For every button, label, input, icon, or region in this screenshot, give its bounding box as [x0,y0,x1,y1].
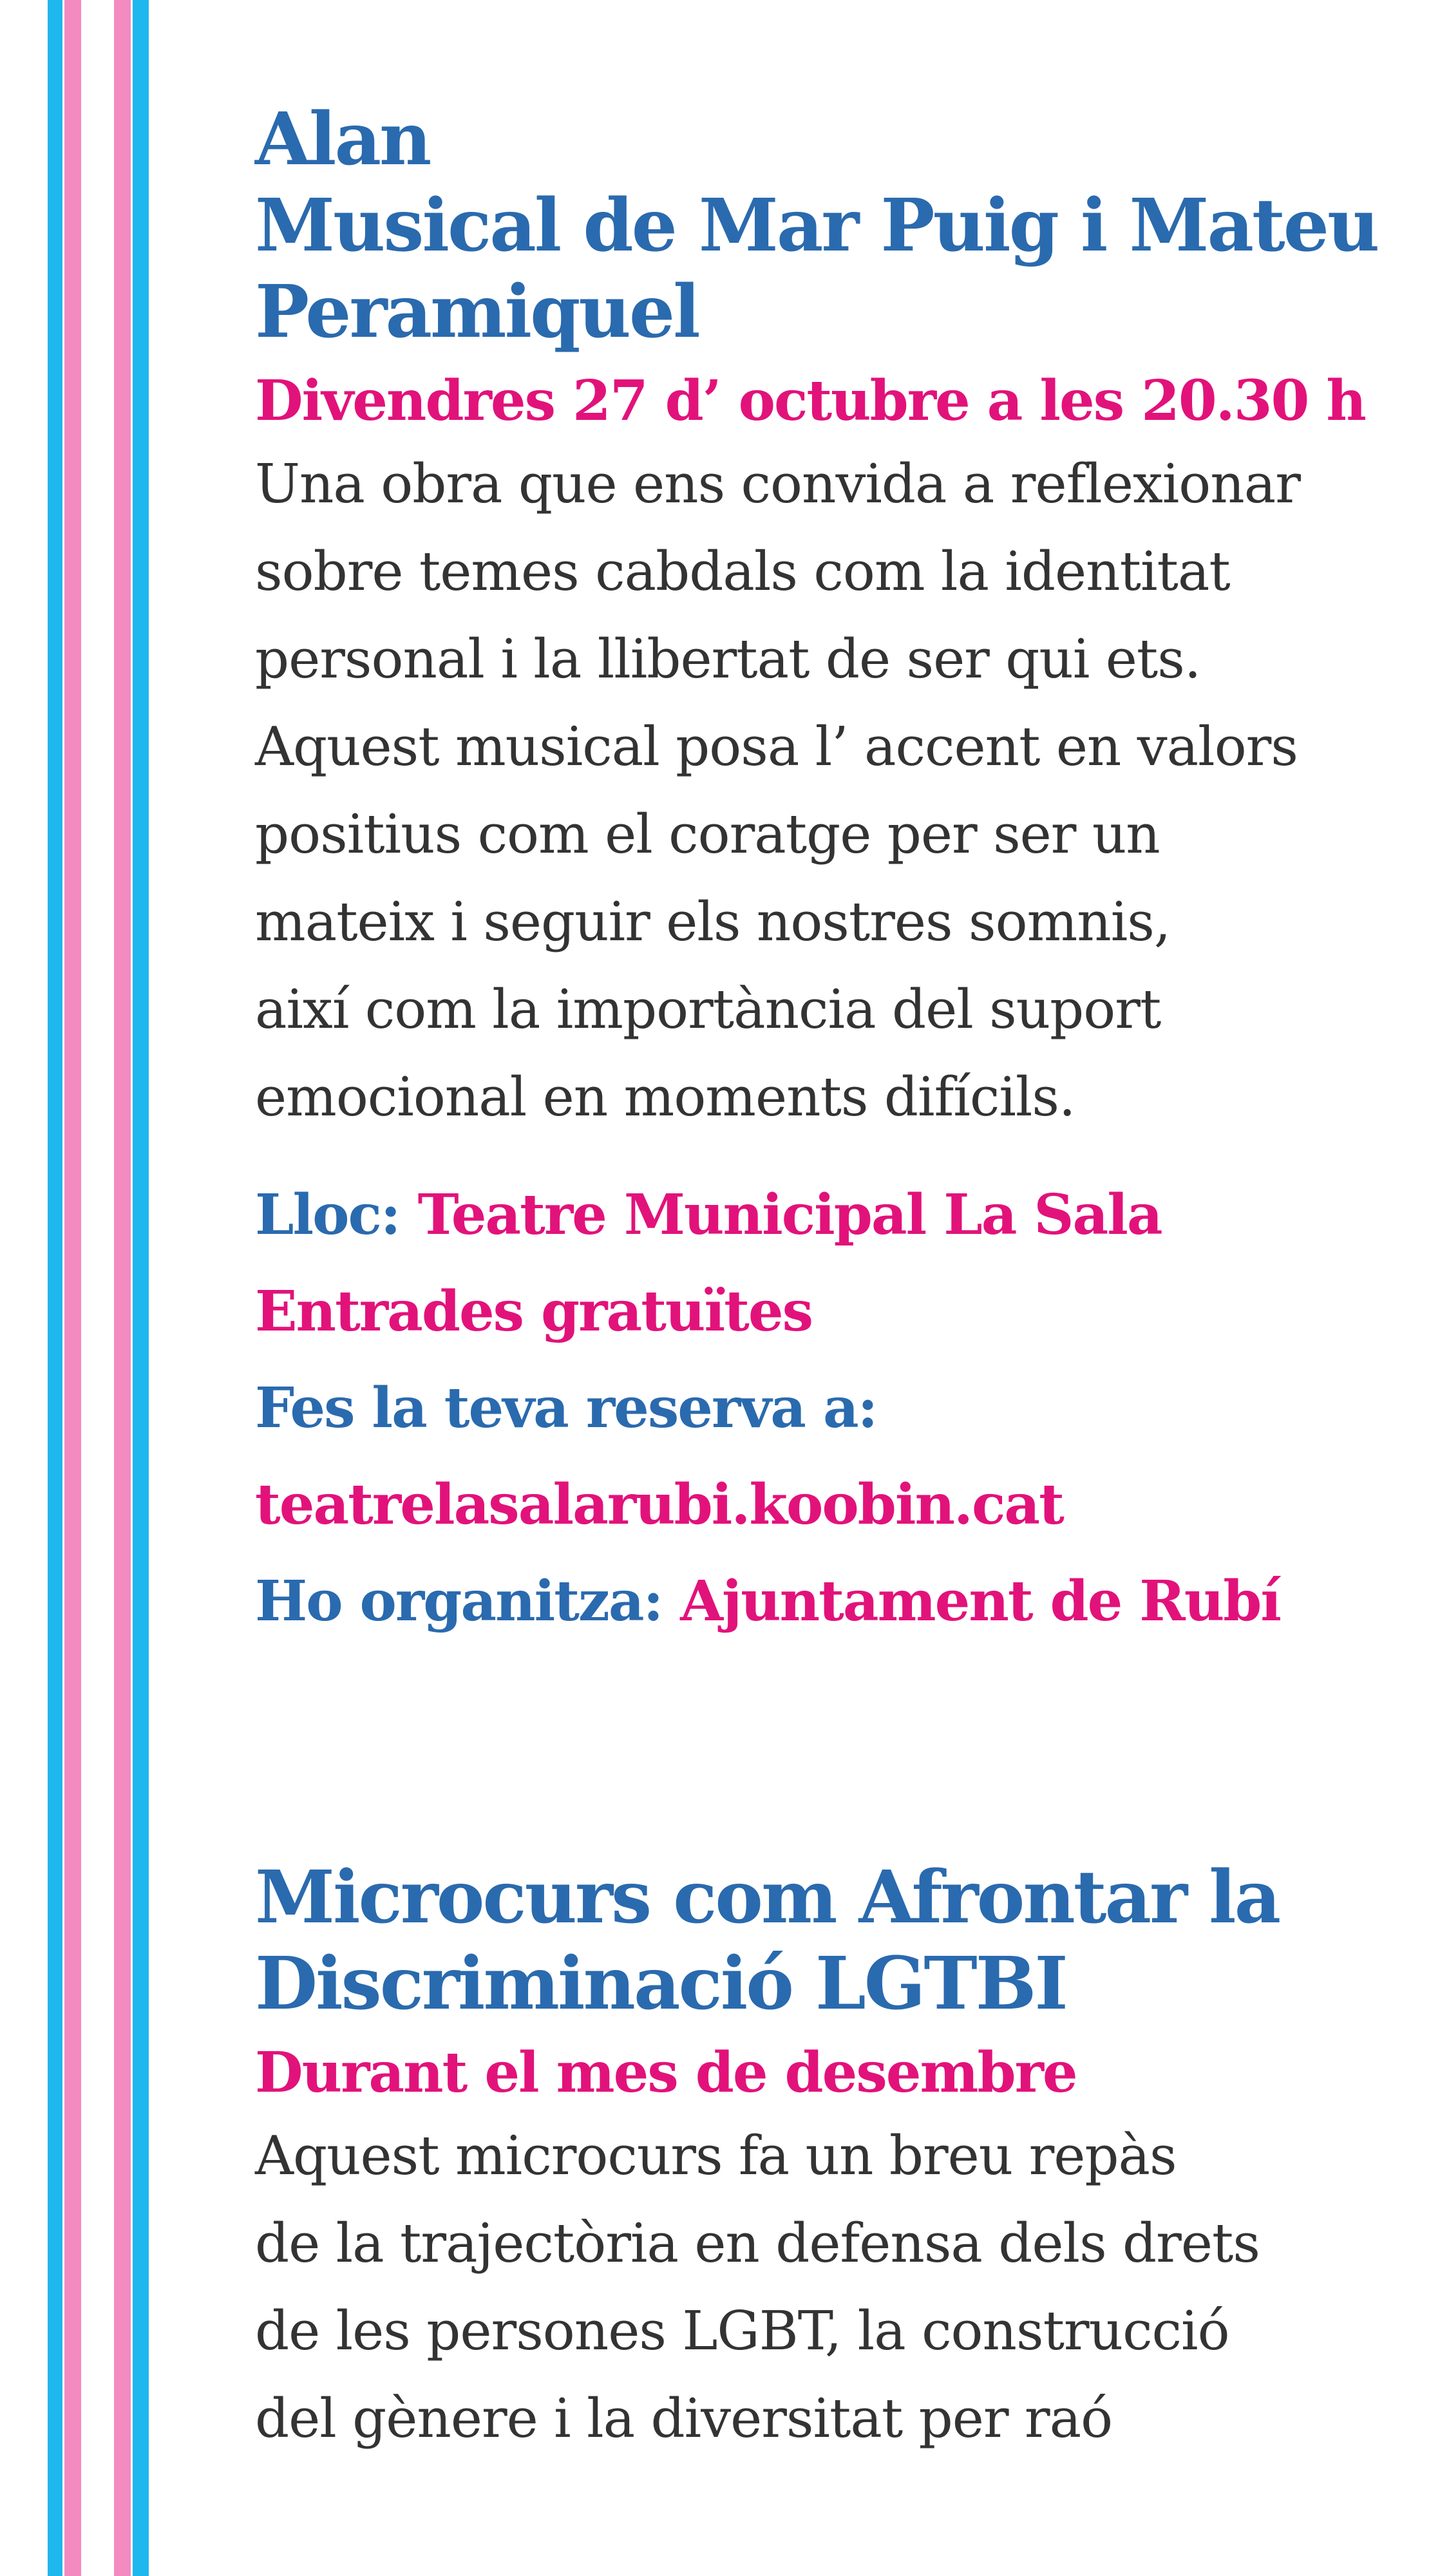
event-description [255,440,1414,1141]
description-line: personal i la llibertat de ser qui ets. [255,628,1201,690]
organizer-line [255,1553,1414,1650]
description-line: del gènere i la diversitat per raó [255,2387,1113,2450]
decorative-stripe-pink-right [114,0,131,2576]
description-line: Aquest musical posa l’ accent en valors [255,715,1298,778]
tickets-info: Entrades gratuïtes [255,1279,812,1344]
decorative-stripe-blue-right [133,0,149,2576]
description-line: emocional en moments difícils. [255,1066,1075,1128]
description-line: mateix i seguir els nostres somnis, [255,891,1171,953]
description-line: sobre temes cabdals com la identitat [255,540,1230,603]
event-title-line: Microcurs com Afrontar la [255,1855,1280,1940]
event-title-line: Peramiquel [255,270,699,354]
event-info [255,1167,1414,1650]
booking-line [255,1457,1414,1553]
event-alan-musical [255,97,1414,1650]
venue-name: Teatre Municipal La Sala [417,1182,1162,1247]
description-line: Una obra que ens convida a reflexionar [255,453,1300,515]
event-title [255,97,1414,355]
description-line: així com la importància del suport [255,978,1161,1041]
event-description [255,2112,1279,2463]
venue-label: Lloc: [255,1182,400,1247]
decorative-stripe-pink-left [64,0,81,2576]
event-title [255,1855,1279,2027]
description-line: de les persones LGBT, la construcció [255,2300,1229,2362]
event-title-line: Discriminació LGTBI [255,1942,1066,2026]
organizer-label: Ho organitza: [255,1569,663,1634]
event-date: Durant el mes de desembre [255,2040,1077,2105]
description-line: positius com el coratge per ser un [255,803,1160,866]
booking-label: Fes la teva reserva a: [255,1376,877,1441]
description-line: Aquest microcurs fa un breu repàs [255,2125,1177,2187]
event-date: Divendres 27 d’ octubre a les 20.30 h [255,368,1365,433]
content-column [255,97,1414,2450]
event-title-line: Alan [255,97,430,182]
decorative-stripe-blue-left [48,0,62,2576]
description-line: de la trajectòria en defensa dels drets [255,2212,1260,2275]
event-title-line: Musical de Mar Puig i Mateu [255,184,1378,268]
organizer-name: Ajuntament de Rubí [680,1569,1281,1634]
booking-link[interactable]: teatrelasalarubi.koobin.cat [255,1472,1063,1537]
event-microcurs [255,1855,1279,2463]
venue-line [255,1167,1414,1264]
